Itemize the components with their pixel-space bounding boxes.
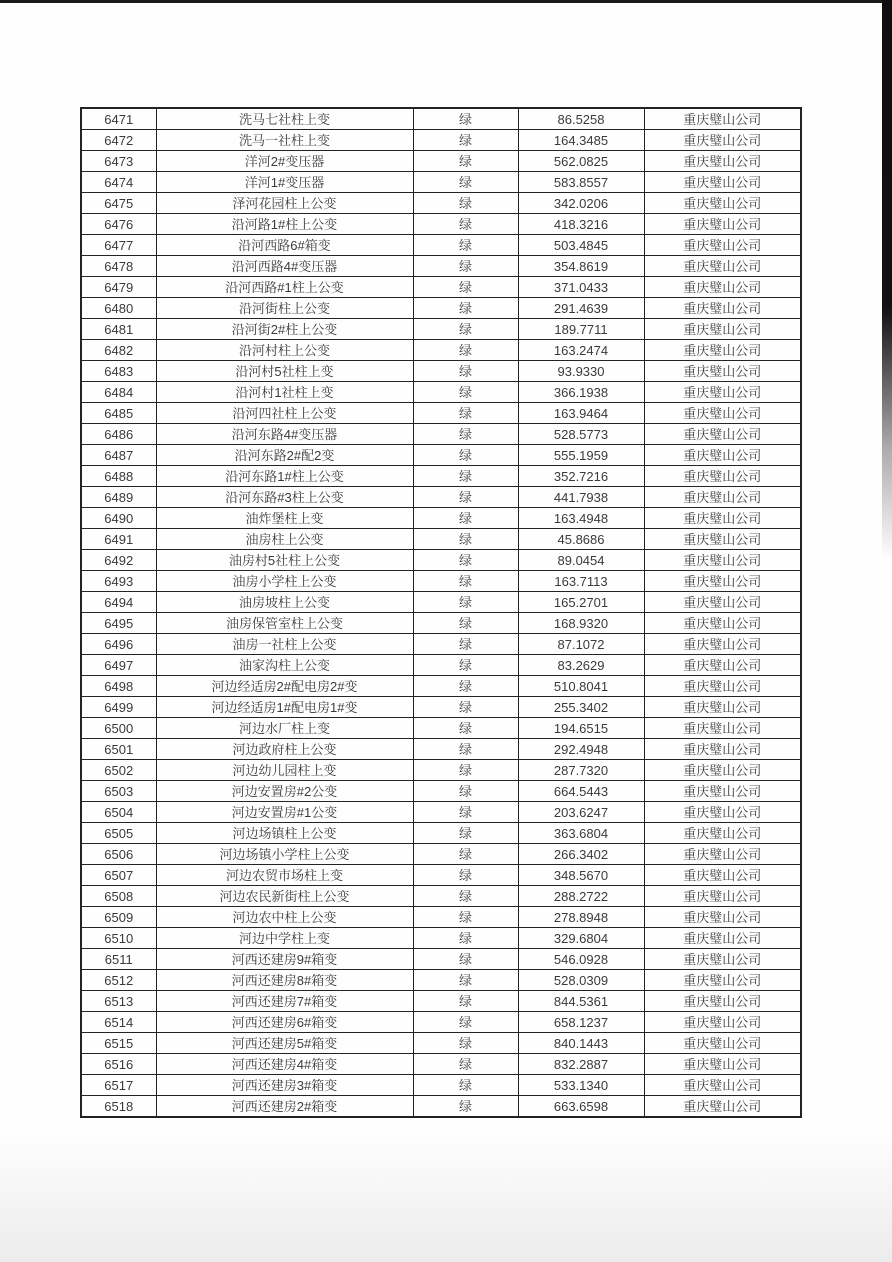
company-name: 重庆璧山公司: [644, 676, 801, 697]
serial-number: 6489: [81, 487, 156, 508]
company-name: 重庆璧山公司: [644, 865, 801, 886]
table-row: [81, 781, 801, 802]
status-label: 绿: [413, 739, 518, 760]
serial-number: 6507: [81, 865, 156, 886]
table-row: [81, 361, 801, 382]
value: 832.2887: [518, 1054, 644, 1075]
value: 255.3402: [518, 697, 644, 718]
table-row: [81, 1096, 801, 1118]
device-name: 河西还建房6#箱变: [156, 1012, 413, 1033]
value: 45.8686: [518, 529, 644, 550]
status-label: 绿: [413, 319, 518, 340]
company-name: 重庆璧山公司: [644, 739, 801, 760]
status-label: 绿: [413, 130, 518, 151]
status-label: 绿: [413, 949, 518, 970]
table-row: [81, 970, 801, 991]
serial-number: 6518: [81, 1096, 156, 1118]
company-name: 重庆璧山公司: [644, 991, 801, 1012]
status-label: 绿: [413, 424, 518, 445]
device-name: 沿河村5社柱上变: [156, 361, 413, 382]
serial-number: 6500: [81, 718, 156, 739]
serial-number: 6493: [81, 571, 156, 592]
device-name: 河边政府柱上公变: [156, 739, 413, 760]
company-name: 重庆璧山公司: [644, 361, 801, 382]
device-name: 河边场镇柱上公变: [156, 823, 413, 844]
device-name: 河西还建房8#箱变: [156, 970, 413, 991]
device-name: 油房小学柱上公变: [156, 571, 413, 592]
device-name: 河西还建房9#箱变: [156, 949, 413, 970]
scan-right-edge: [882, 0, 892, 560]
table-row: [81, 802, 801, 823]
value: 663.6598: [518, 1096, 644, 1118]
serial-number: 6481: [81, 319, 156, 340]
status-label: 绿: [413, 592, 518, 613]
value: 163.9464: [518, 403, 644, 424]
serial-number: 6476: [81, 214, 156, 235]
value: 194.6515: [518, 718, 644, 739]
table-row: [81, 277, 801, 298]
value: 583.8557: [518, 172, 644, 193]
status-label: 绿: [413, 907, 518, 928]
device-name: 沿河村柱上公变: [156, 340, 413, 361]
company-name: 重庆璧山公司: [644, 760, 801, 781]
status-label: 绿: [413, 298, 518, 319]
value: 189.7711: [518, 319, 644, 340]
company-name: 重庆璧山公司: [644, 319, 801, 340]
serial-number: 6495: [81, 613, 156, 634]
device-name: 油家沟柱上公变: [156, 655, 413, 676]
value: 658.1237: [518, 1012, 644, 1033]
value: 163.2474: [518, 340, 644, 361]
device-name: 河西还建房5#箱变: [156, 1033, 413, 1054]
serial-number: 6505: [81, 823, 156, 844]
table-row: [81, 1033, 801, 1054]
device-name: 沿河东路#3柱上公变: [156, 487, 413, 508]
company-name: 重庆璧山公司: [644, 256, 801, 277]
company-name: 重庆璧山公司: [644, 571, 801, 592]
device-name: 河边水厂柱上变: [156, 718, 413, 739]
table-row: [81, 235, 801, 256]
table-row: [81, 739, 801, 760]
device-name: 河边安置房#2公变: [156, 781, 413, 802]
status-label: 绿: [413, 340, 518, 361]
serial-number: 6497: [81, 655, 156, 676]
device-name: 洋河1#变压器: [156, 172, 413, 193]
device-table: [80, 107, 802, 1118]
device-name: 油房保管室柱上公变: [156, 613, 413, 634]
serial-number: 6475: [81, 193, 156, 214]
status-label: 绿: [413, 802, 518, 823]
value: 278.8948: [518, 907, 644, 928]
device-name: 沿河四社柱上公变: [156, 403, 413, 424]
status-label: 绿: [413, 865, 518, 886]
table-row: [81, 907, 801, 928]
device-name: 河边幼儿园柱上变: [156, 760, 413, 781]
value: 354.8619: [518, 256, 644, 277]
device-name: 油房坡柱上公变: [156, 592, 413, 613]
table-row: [81, 298, 801, 319]
value: 418.3216: [518, 214, 644, 235]
device-name: 沿河西路4#变压器: [156, 256, 413, 277]
table-row: [81, 949, 801, 970]
status-label: 绿: [413, 508, 518, 529]
serial-number: 6517: [81, 1075, 156, 1096]
serial-number: 6498: [81, 676, 156, 697]
serial-number: 6473: [81, 151, 156, 172]
table-row: [81, 382, 801, 403]
device-name: 油房村5社柱上公变: [156, 550, 413, 571]
status-label: 绿: [413, 151, 518, 172]
value: 168.9320: [518, 613, 644, 634]
table-row: [81, 319, 801, 340]
company-name: 重庆璧山公司: [644, 108, 801, 130]
table-row: [81, 130, 801, 151]
table-row: [81, 928, 801, 949]
serial-number: 6478: [81, 256, 156, 277]
value: 533.1340: [518, 1075, 644, 1096]
table-row: [81, 634, 801, 655]
value: 664.5443: [518, 781, 644, 802]
status-label: 绿: [413, 676, 518, 697]
value: 352.7216: [518, 466, 644, 487]
company-name: 重庆璧山公司: [644, 298, 801, 319]
serial-number: 6479: [81, 277, 156, 298]
value: 441.7938: [518, 487, 644, 508]
status-label: 绿: [413, 928, 518, 949]
value: 287.7320: [518, 760, 644, 781]
table-row: [81, 256, 801, 277]
serial-number: 6483: [81, 361, 156, 382]
status-label: 绿: [413, 108, 518, 130]
status-label: 绿: [413, 1033, 518, 1054]
device-name: 河西还建房7#箱变: [156, 991, 413, 1012]
status-label: 绿: [413, 1012, 518, 1033]
status-label: 绿: [413, 844, 518, 865]
company-name: 重庆璧山公司: [644, 613, 801, 634]
serial-number: 6485: [81, 403, 156, 424]
table-row: [81, 571, 801, 592]
serial-number: 6503: [81, 781, 156, 802]
serial-number: 6504: [81, 802, 156, 823]
status-label: 绿: [413, 697, 518, 718]
value: 164.3485: [518, 130, 644, 151]
device-name: 洋河2#变压器: [156, 151, 413, 172]
device-name: 泽河花园柱上公变: [156, 193, 413, 214]
serial-number: 6496: [81, 634, 156, 655]
value: 288.2722: [518, 886, 644, 907]
status-label: 绿: [413, 445, 518, 466]
status-label: 绿: [413, 487, 518, 508]
scan-bottom-shade: [0, 1132, 892, 1262]
company-name: 重庆璧山公司: [644, 508, 801, 529]
company-name: 重庆璧山公司: [644, 466, 801, 487]
serial-number: 6511: [81, 949, 156, 970]
company-name: 重庆璧山公司: [644, 634, 801, 655]
status-label: 绿: [413, 886, 518, 907]
status-label: 绿: [413, 1054, 518, 1075]
company-name: 重庆璧山公司: [644, 886, 801, 907]
company-name: 重庆璧山公司: [644, 1033, 801, 1054]
device-name: 河西还建房2#箱变: [156, 1096, 413, 1118]
table-row: [81, 718, 801, 739]
table-row: [81, 529, 801, 550]
company-name: 重庆璧山公司: [644, 487, 801, 508]
status-label: 绿: [413, 571, 518, 592]
serial-number: 6487: [81, 445, 156, 466]
company-name: 重庆璧山公司: [644, 1012, 801, 1033]
serial-number: 6472: [81, 130, 156, 151]
device-name: 河边农贸市场柱上变: [156, 865, 413, 886]
table-row: [81, 403, 801, 424]
status-label: 绿: [413, 970, 518, 991]
table-row: [81, 697, 801, 718]
table-row: [81, 886, 801, 907]
serial-number: 6474: [81, 172, 156, 193]
value: 366.1938: [518, 382, 644, 403]
device-name: 沿河东路2#配2变: [156, 445, 413, 466]
value: 528.0309: [518, 970, 644, 991]
table-row: [81, 844, 801, 865]
serial-number: 6516: [81, 1054, 156, 1075]
device-name: 沿河街柱上公变: [156, 298, 413, 319]
device-name: 河边中学柱上变: [156, 928, 413, 949]
value: 165.2701: [518, 592, 644, 613]
status-label: 绿: [413, 382, 518, 403]
company-name: 重庆璧山公司: [644, 1096, 801, 1118]
scan-top-edge: [0, 0, 892, 3]
table-row: [81, 613, 801, 634]
table-row: [81, 1075, 801, 1096]
company-name: 重庆璧山公司: [644, 970, 801, 991]
value: 203.6247: [518, 802, 644, 823]
serial-number: 6484: [81, 382, 156, 403]
serial-number: 6494: [81, 592, 156, 613]
serial-number: 6482: [81, 340, 156, 361]
company-name: 重庆璧山公司: [644, 235, 801, 256]
value: 562.0825: [518, 151, 644, 172]
table-row: [81, 151, 801, 172]
company-name: 重庆璧山公司: [644, 1054, 801, 1075]
device-name: 河西还建房4#箱变: [156, 1054, 413, 1075]
serial-number: 6513: [81, 991, 156, 1012]
value: 292.4948: [518, 739, 644, 760]
company-name: 重庆璧山公司: [644, 844, 801, 865]
table-row: [81, 508, 801, 529]
table-row: [81, 108, 801, 130]
company-name: 重庆璧山公司: [644, 172, 801, 193]
device-name: 油房一社柱上公变: [156, 634, 413, 655]
table-row: [81, 340, 801, 361]
value: 840.1443: [518, 1033, 644, 1054]
table-row: [81, 865, 801, 886]
status-label: 绿: [413, 760, 518, 781]
company-name: 重庆璧山公司: [644, 907, 801, 928]
device-name: 油炸堡柱上变: [156, 508, 413, 529]
value: 291.4639: [518, 298, 644, 319]
serial-number: 6471: [81, 108, 156, 130]
device-name: 沿河东路1#柱上公变: [156, 466, 413, 487]
serial-number: 6508: [81, 886, 156, 907]
status-label: 绿: [413, 823, 518, 844]
device-name: 沿河西路#1柱上公变: [156, 277, 413, 298]
device-name: 沿河东路4#变压器: [156, 424, 413, 445]
document-page: [80, 107, 802, 1118]
company-name: 重庆璧山公司: [644, 445, 801, 466]
value: 86.5258: [518, 108, 644, 130]
serial-number: 6492: [81, 550, 156, 571]
company-name: 重庆璧山公司: [644, 592, 801, 613]
value: 844.5361: [518, 991, 644, 1012]
serial-number: 6512: [81, 970, 156, 991]
serial-number: 6506: [81, 844, 156, 865]
status-label: 绿: [413, 655, 518, 676]
status-label: 绿: [413, 718, 518, 739]
company-name: 重庆璧山公司: [644, 655, 801, 676]
value: 555.1959: [518, 445, 644, 466]
table-row: [81, 592, 801, 613]
device-name: 洗马一社柱上变: [156, 130, 413, 151]
value: 342.0206: [518, 193, 644, 214]
table-row: [81, 676, 801, 697]
company-name: 重庆璧山公司: [644, 340, 801, 361]
company-name: 重庆璧山公司: [644, 424, 801, 445]
value: 93.9330: [518, 361, 644, 382]
company-name: 重庆璧山公司: [644, 151, 801, 172]
company-name: 重庆璧山公司: [644, 214, 801, 235]
company-name: 重庆璧山公司: [644, 718, 801, 739]
serial-number: 6515: [81, 1033, 156, 1054]
company-name: 重庆璧山公司: [644, 277, 801, 298]
table-row: [81, 424, 801, 445]
value: 363.6804: [518, 823, 644, 844]
status-label: 绿: [413, 634, 518, 655]
device-name: 沿河路1#柱上公变: [156, 214, 413, 235]
status-label: 绿: [413, 172, 518, 193]
value: 329.6804: [518, 928, 644, 949]
company-name: 重庆璧山公司: [644, 781, 801, 802]
status-label: 绿: [413, 991, 518, 1012]
value: 163.7113: [518, 571, 644, 592]
serial-number: 6509: [81, 907, 156, 928]
table-row: [81, 445, 801, 466]
value: 528.5773: [518, 424, 644, 445]
status-label: 绿: [413, 403, 518, 424]
status-label: 绿: [413, 1096, 518, 1118]
value: 510.8041: [518, 676, 644, 697]
value: 87.1072: [518, 634, 644, 655]
value: 83.2629: [518, 655, 644, 676]
serial-number: 6486: [81, 424, 156, 445]
value: 266.3402: [518, 844, 644, 865]
value: 546.0928: [518, 949, 644, 970]
table-row: [81, 487, 801, 508]
serial-number: 6480: [81, 298, 156, 319]
company-name: 重庆璧山公司: [644, 697, 801, 718]
device-name: 河边农中柱上公变: [156, 907, 413, 928]
device-name: 河西还建房3#箱变: [156, 1075, 413, 1096]
company-name: 重庆璧山公司: [644, 949, 801, 970]
serial-number: 6514: [81, 1012, 156, 1033]
value: 503.4845: [518, 235, 644, 256]
status-label: 绿: [413, 277, 518, 298]
table-row: [81, 214, 801, 235]
device-name: 河边农民新街柱上公变: [156, 886, 413, 907]
serial-number: 6501: [81, 739, 156, 760]
company-name: 重庆璧山公司: [644, 193, 801, 214]
status-label: 绿: [413, 1075, 518, 1096]
table-row: [81, 1054, 801, 1075]
status-label: 绿: [413, 466, 518, 487]
device-name: 沿河村1社柱上变: [156, 382, 413, 403]
company-name: 重庆璧山公司: [644, 823, 801, 844]
status-label: 绿: [413, 781, 518, 802]
device-name: 河边安置房#1公变: [156, 802, 413, 823]
value: 89.0454: [518, 550, 644, 571]
serial-number: 6491: [81, 529, 156, 550]
table-row: [81, 550, 801, 571]
status-label: 绿: [413, 193, 518, 214]
table-row: [81, 823, 801, 844]
status-label: 绿: [413, 256, 518, 277]
value: 371.0433: [518, 277, 644, 298]
status-label: 绿: [413, 529, 518, 550]
device-name: 洗马七社柱上变: [156, 108, 413, 130]
status-label: 绿: [413, 214, 518, 235]
device-name: 沿河西路6#箱变: [156, 235, 413, 256]
company-name: 重庆璧山公司: [644, 1075, 801, 1096]
company-name: 重庆璧山公司: [644, 928, 801, 949]
company-name: 重庆璧山公司: [644, 802, 801, 823]
serial-number: 6477: [81, 235, 156, 256]
table-row: [81, 466, 801, 487]
company-name: 重庆璧山公司: [644, 550, 801, 571]
company-name: 重庆璧山公司: [644, 130, 801, 151]
device-name: 油房柱上公变: [156, 529, 413, 550]
device-name: 沿河街2#柱上公变: [156, 319, 413, 340]
value: 163.4948: [518, 508, 644, 529]
table-row: [81, 655, 801, 676]
company-name: 重庆璧山公司: [644, 529, 801, 550]
table-body: [81, 108, 801, 1117]
status-label: 绿: [413, 613, 518, 634]
table-row: [81, 172, 801, 193]
device-name: 河边场镇小学柱上公变: [156, 844, 413, 865]
serial-number: 6510: [81, 928, 156, 949]
company-name: 重庆璧山公司: [644, 403, 801, 424]
table-row: [81, 760, 801, 781]
device-name: 河边经适房2#配电房2#变: [156, 676, 413, 697]
status-label: 绿: [413, 550, 518, 571]
value: 348.5670: [518, 865, 644, 886]
serial-number: 6490: [81, 508, 156, 529]
table-row: [81, 193, 801, 214]
table-row: [81, 991, 801, 1012]
company-name: 重庆璧山公司: [644, 382, 801, 403]
status-label: 绿: [413, 235, 518, 256]
table-row: [81, 1012, 801, 1033]
serial-number: 6502: [81, 760, 156, 781]
device-name: 河边经适房1#配电房1#变: [156, 697, 413, 718]
serial-number: 6499: [81, 697, 156, 718]
status-label: 绿: [413, 361, 518, 382]
serial-number: 6488: [81, 466, 156, 487]
